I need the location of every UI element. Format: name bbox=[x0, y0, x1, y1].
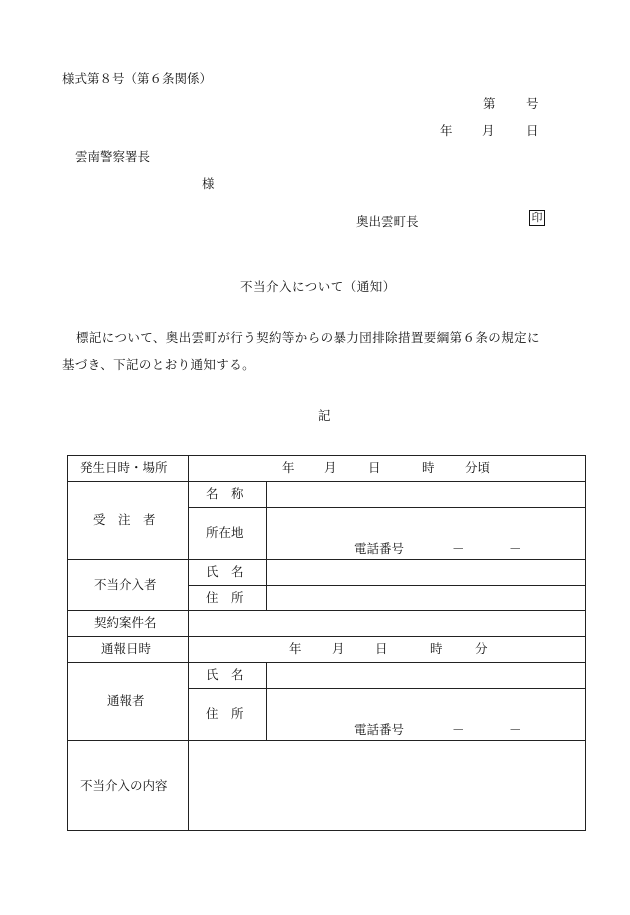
reporter-address-label: 住 所 bbox=[206, 706, 244, 721]
body-line-1: 標記について、奥出雲町が行う契約等からの暴力団排除措置要綱第６条の規定に bbox=[76, 330, 540, 345]
content-label: 不当介入の内容 bbox=[80, 778, 168, 793]
intervener-name-field[interactable] bbox=[267, 560, 585, 585]
report-form-table bbox=[67, 455, 586, 831]
contractor-location-label: 所在地 bbox=[206, 525, 244, 540]
date-month: 月 bbox=[482, 123, 495, 138]
occurrence-day: 日 bbox=[368, 460, 381, 475]
contractor-name-label: 名 称 bbox=[206, 486, 244, 501]
occurrence-label: 発生日時・場所 bbox=[80, 460, 168, 475]
date-year: 年 bbox=[440, 123, 453, 138]
contractor-location-field[interactable] bbox=[267, 508, 585, 559]
seal-icon: 印 bbox=[529, 210, 545, 226]
doc-number-go: 号 bbox=[526, 96, 539, 111]
table-row-divider bbox=[68, 636, 585, 637]
form-number: 様式第８号（第６条関係） bbox=[62, 71, 213, 86]
sender: 奥出雲町長 bbox=[356, 214, 419, 229]
reporter-phone-dash-2: － bbox=[509, 722, 522, 737]
occurrence-hour: 時 bbox=[422, 460, 435, 475]
document-title: 不当介入について（通知） bbox=[240, 279, 396, 294]
report-day: 日 bbox=[375, 641, 388, 656]
occurrence-minute: 分頃 bbox=[465, 460, 491, 475]
occurrence-month: 月 bbox=[324, 460, 337, 475]
intervener-address-field[interactable] bbox=[267, 586, 585, 610]
report-hour: 時 bbox=[430, 641, 443, 656]
report-datetime-label: 通報日時 bbox=[101, 641, 152, 656]
reporter-phone-label: 電話番号 bbox=[354, 722, 405, 737]
reporter-name-label: 氏 名 bbox=[206, 667, 244, 682]
content-field[interactable] bbox=[189, 741, 585, 830]
contract-name-field[interactable] bbox=[189, 611, 585, 636]
honorific: 様 bbox=[202, 176, 215, 191]
contractor-phone-dash-1: － bbox=[452, 541, 465, 556]
doc-number-dai: 第 bbox=[483, 96, 496, 111]
reporter-label: 通報者 bbox=[107, 693, 145, 708]
reporter-address-field[interactable] bbox=[267, 689, 585, 740]
report-year: 年 bbox=[289, 641, 302, 656]
reporter-name-field[interactable] bbox=[267, 663, 585, 688]
contract-name-label: 契約案件名 bbox=[94, 615, 157, 630]
intervener-name-label: 氏 名 bbox=[206, 564, 244, 579]
intervener-address-label: 住 所 bbox=[206, 590, 244, 605]
contractor-phone-label: 電話番号 bbox=[354, 541, 405, 556]
contractor-label: 受 注 者 bbox=[93, 512, 156, 527]
occurrence-year: 年 bbox=[282, 460, 295, 475]
addressee: 雲南警察署長 bbox=[75, 149, 151, 164]
report-minute: 分 bbox=[475, 641, 488, 656]
intervener-label: 不当介入者 bbox=[94, 577, 157, 592]
date-day: 日 bbox=[526, 123, 539, 138]
contractor-phone-dash-2: － bbox=[509, 541, 522, 556]
body-line-2: 基づき、下記のとおり通知する。 bbox=[62, 357, 256, 372]
reporter-phone-dash-1: － bbox=[452, 722, 465, 737]
ki-heading: 記 bbox=[318, 408, 331, 423]
contractor-name-field[interactable] bbox=[267, 482, 585, 507]
report-month: 月 bbox=[332, 641, 345, 656]
